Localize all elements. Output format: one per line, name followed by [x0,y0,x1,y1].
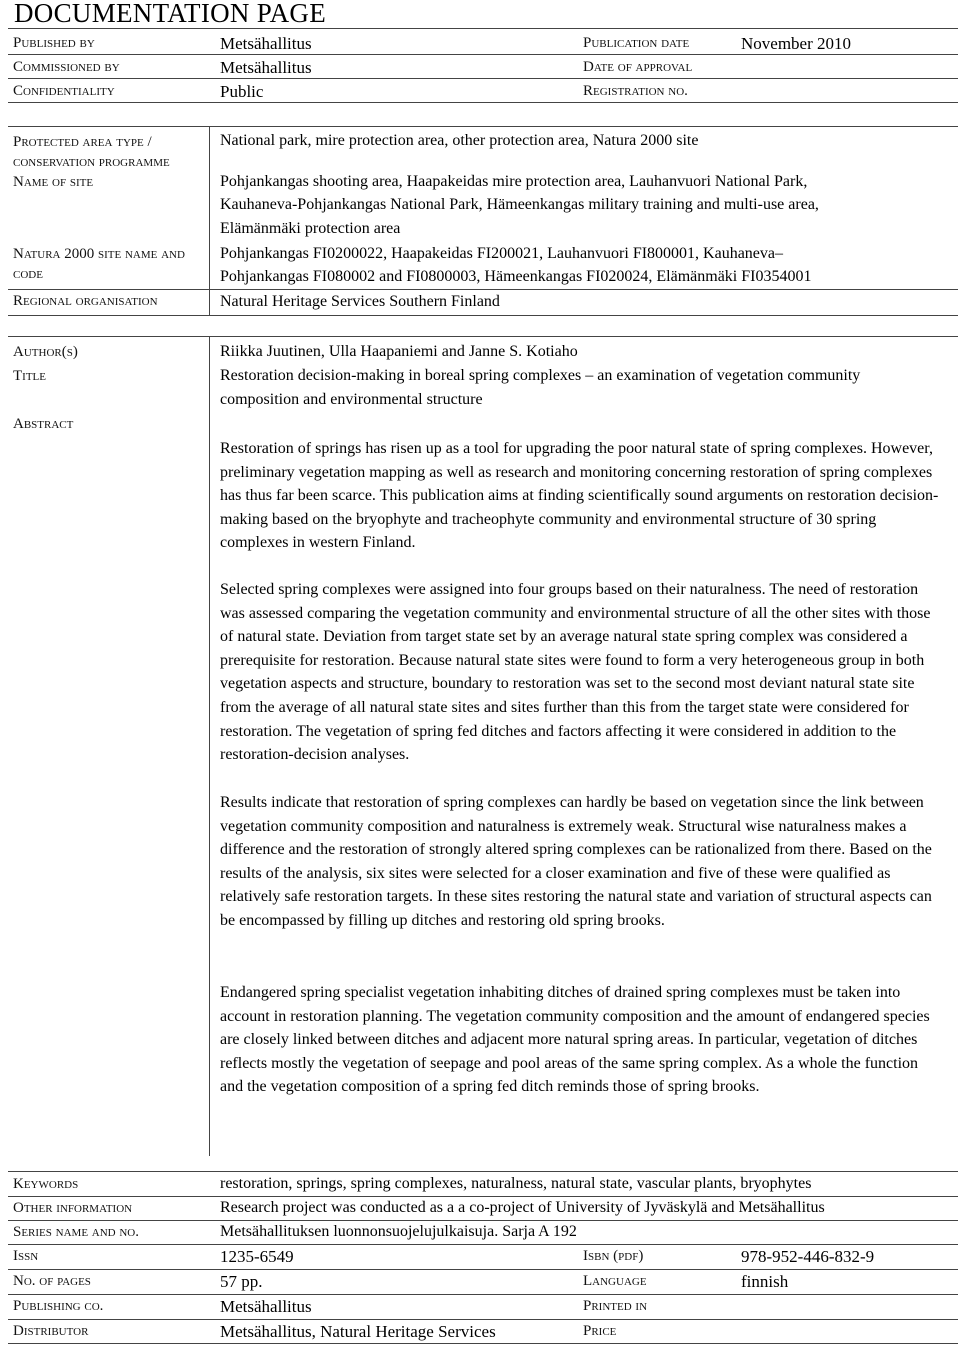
abstract-paragraph: Endangered spring specialist vegetation inhabiting ditches of drained spring complexes must be taken into account in restoration planning. The vegetation community composition and the amount of endangered species are closely linked between ditches and adjacent more natural spring areas. In particular, vegetation of ditches reflects mostly the vegetation of seepage and pool areas of the same spring complex. As a whole the function and the vegetation composition of a spring fed ditch reminds those of spring brooks. [220,984,930,1096]
published-by-value: Metsähallitus [220,34,312,53]
issn-value: 1235-6549 [220,1247,294,1266]
registration-no-label: Registration no. [583,83,688,99]
abstract-label: Abstract [13,416,74,432]
other-information-value: Research project was conducted as a a co-project of University of Jyväskylä and Metsähallitus [220,1199,825,1216]
page-title: DOCUMENTATION PAGE [14,0,326,28]
date-of-approval-label: Date of approval [583,59,693,75]
site-name-label: Name of site [13,174,94,190]
published-by-label: Published by [13,35,95,51]
isbn-label: Isbn (pdf) [583,1248,644,1264]
other-information-label: Other information [13,1200,133,1216]
area-type-label: Protected area type / conservation programme [13,134,170,170]
language-value: finnish [741,1272,789,1291]
printed-in-label: Printed in [583,1298,648,1314]
language-label: Language [583,1273,647,1289]
divider [8,54,958,55]
abstract-paragraph: Selected spring complexes were assigned into four groups based on their naturalness. The need of restoration was assessed comparing the vegetation community and environmental structure of all the other sites with those of natural state. Deviation from target state set by an average natural state spring complex was considered a prerequisite for restoration. Because natural state sites were found to form a very heterogeneous group in both vegetation aspects and structure, boundary to restoration was set to the second most deviant natural state site from the average of all natural state sites and sites further than this from the target state were considered for restoration. The vegetation of spring fed ditches and factors affecting it were considered in addition to the restoration-decision analyses. [220,581,931,764]
distributor-value: Metsähallitus, Natural Heritage Services [220,1322,496,1341]
keywords-value: restoration, springs, spring complexes, naturalness, natural state, vascular plants, bryophytes [220,1175,812,1192]
natura-label: Natura 2000 site name and code [13,246,185,282]
abstract-paragraph: Restoration of springs has risen up as a tool for upgrading the poor natural state of spring complexes. However, preliminary vegetation mapping as well as research and monitoring concerning restoration of spring complexes has thus far been scarce. This publication aims at finding scientifically sound arguments on restoration decision-making based on the bryophyte and tracheophyte community and environmental structure of 30 spring complexes in western Finland. [220,440,939,552]
divider [8,1343,958,1344]
site-name-line: Kauhaneva-Pohjankangas National Park, Hämeenkangas military training and multi-use area, [220,196,819,213]
title-value-line: composition and environmental structure [220,391,483,408]
commissioned-by-label: Commissioned by [13,59,120,75]
natura-value-line: Pohjankangas FI0200022, Haapakeidas FI200021, Lauhanvuori FI800001, Kauhaneva– [220,245,783,262]
pages-value: 57 pp. [220,1272,263,1291]
divider [8,28,958,29]
column-divider [209,336,210,1156]
divider [8,289,958,290]
divider [8,336,958,337]
abstract-paragraph: Results indicate that restoration of spring complexes can hardly be based on vegetation since the link between vegetation community composition and naturalness is extremely weak. Structural wise naturalness makes a difference and the restoration of strongly altered spring complexes can be rationalized from there. Based on the results of the analysis, six sites were selected for a closer examination and five of these were qualified as relatively safe restoration targets. In these sites restoring the natural state and variation of structural aspects can be encompassed by filling up ditches and restoring old spring brooks. [220,794,932,929]
issn-label: Issn [13,1248,39,1264]
publishing-label: Publishing co. [13,1298,104,1314]
series-value: Metsähallituksen luonnonsuojelujulkaisuja. Sarja A 192 [220,1223,577,1240]
commissioned-by-value: Metsähallitus [220,58,312,77]
divider [8,1244,958,1245]
distributor-label: Distributor [13,1323,89,1339]
divider [8,126,958,127]
divider [8,1294,958,1295]
price-label: Price [583,1323,617,1339]
publishing-value: Metsähallitus [220,1297,312,1316]
title-value-line: Restoration decision-making in boreal spring complexes – an examination of vegetation community [220,367,861,384]
column-divider [209,126,210,316]
publication-date-value: November 2010 [741,34,852,53]
area-type-value: National park, mire protection area, other protection area, Natura 2000 site [220,132,699,149]
isbn-value: 978-952-446-832-9 [741,1247,875,1266]
regional-organisation-label: Regional organisation [13,293,158,309]
authors-label: Author(s) [13,344,78,360]
keywords-label: Keywords [13,1176,79,1192]
divider [8,1269,958,1270]
pages-label: No. of pages [13,1273,91,1289]
divider [8,102,958,103]
site-name-line: Elämänmäki protection area [220,220,401,237]
divider [8,78,958,79]
confidentiality-label: Confidentiality [13,83,115,99]
divider [8,315,958,316]
natura-value-line: Pohjankangas FI080002 and FI0800003, Hämeenkangas FI020024, Elämänmäki FI0354001 [220,268,812,285]
divider [8,1319,958,1320]
site-name-line: Pohjankangas shooting area, Haapakeidas mire protection area, Lauhanvuori National Park, [220,173,808,190]
confidentiality-value: Public [220,82,264,101]
series-label: Series name and no. [13,1224,140,1240]
regional-organisation-value: Natural Heritage Services Southern Finland [220,293,500,310]
divider [8,1171,958,1172]
authors-value: Riikka Juutinen, Ulla Haapaniemi and Janne S. Kotiaho [220,343,578,360]
title-label: Title [13,368,46,384]
publication-date-label: Publication date [583,35,690,51]
